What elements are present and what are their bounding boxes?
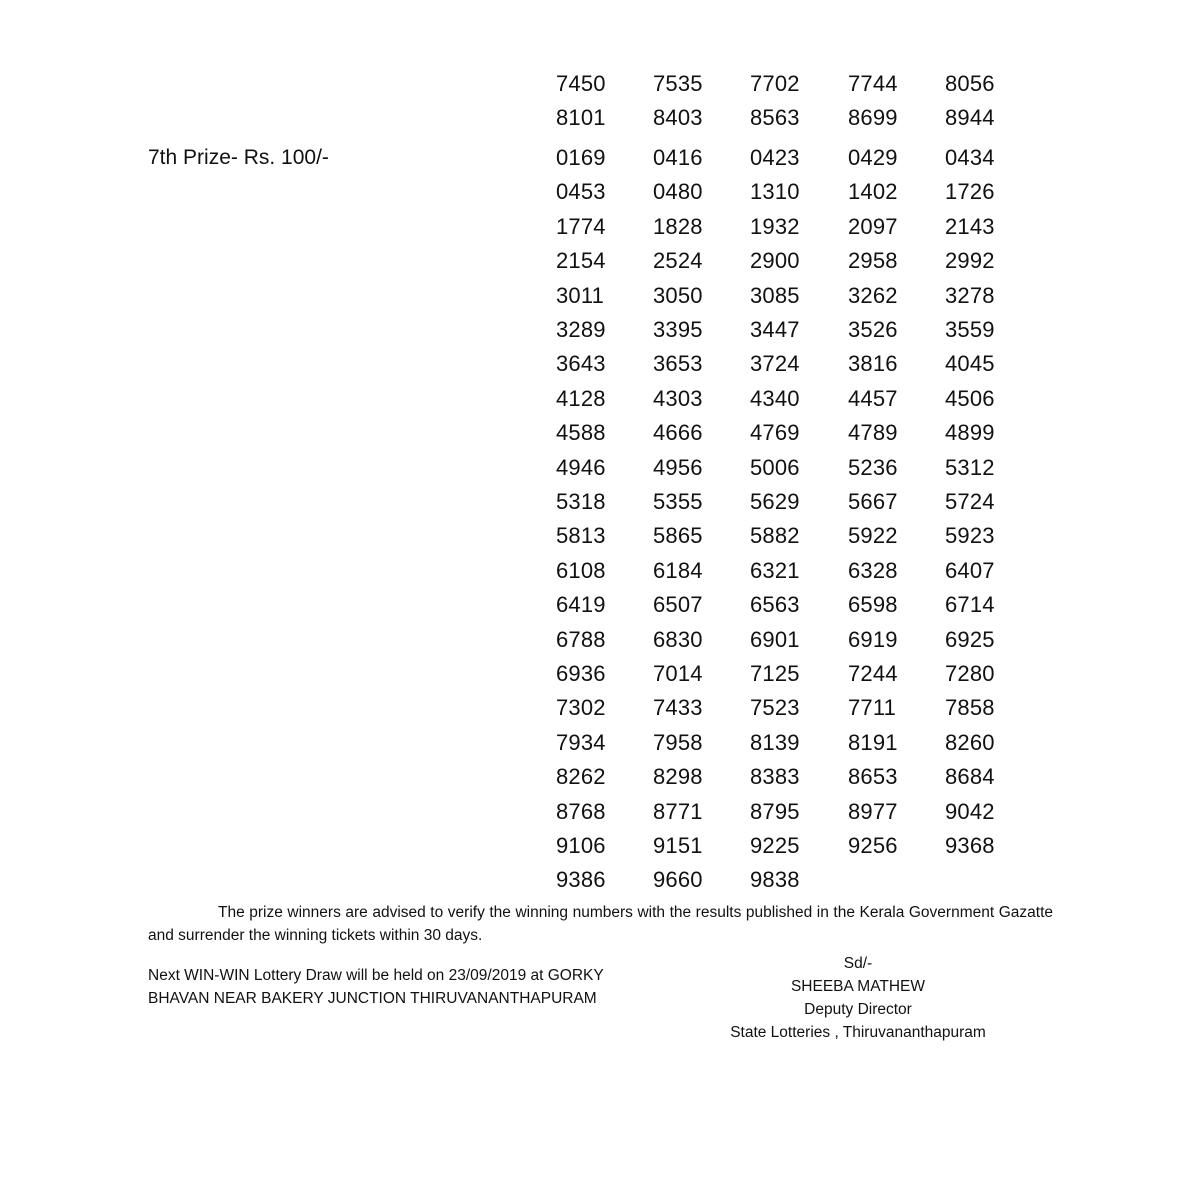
ticket-number: 3050 [653,282,703,308]
ticket-number: 4128 [556,385,606,411]
seventh-prize-number-row [0,521,1200,555]
ticket-number: 0480 [653,179,703,205]
ticket-number: 2143 [945,213,995,239]
signatory-office: State Lotteries , Thiruvananthapuram [730,1024,986,1041]
ticket-number: 8298 [653,764,703,790]
ticket-number: 4045 [945,351,995,377]
ticket-number: 7858 [945,695,995,721]
ticket-number: 6184 [653,557,703,583]
ticket-number: 4899 [945,420,995,446]
seventh-prize-number-row [0,212,1200,246]
ticket-number: 8260 [945,729,995,755]
ticket-number: 3262 [848,282,898,308]
ticket-number: 8191 [848,729,898,755]
ticket-number: 3447 [750,317,800,342]
ticket-number: 4588 [556,420,606,446]
ticket-number: 7744 [848,71,898,96]
ticket-number: 2958 [848,248,898,274]
signatory-designation: Deputy Director [804,1001,912,1018]
ticket-number: 3085 [750,282,800,308]
ticket-number: 7702 [750,71,800,96]
ticket-number: 8795 [750,798,800,824]
seventh-prize-number-row [0,831,1200,865]
ticket-number: 9042 [945,798,995,824]
seventh-prize-number-row [0,487,1200,521]
ticket-number: 3278 [945,282,995,308]
ticket-number: 9368 [945,833,995,858]
ticket-number: 5865 [653,523,703,549]
seventh-prize-number-row [0,590,1200,624]
ticket-number: 7523 [750,695,800,721]
ticket-number: 3011 [556,282,605,308]
ticket-number: 7450 [556,71,606,96]
seventh-prize-number-row [0,625,1200,659]
next-draw-line-1: Next WIN-WIN Lottery Draw will be held on 23/09/2019 at GORKY [148,967,604,984]
seventh-prize-number-row [0,762,1200,796]
ticket-number: 0453 [556,179,606,205]
ticket-number: 3559 [945,317,995,342]
ticket-number: 4457 [848,385,898,411]
ticket-number: 6901 [750,626,800,652]
ticket-number: 1828 [653,213,703,239]
ticket-number: 4506 [945,385,995,411]
ticket-number: 7125 [750,661,800,686]
ticket-number: 3653 [653,351,703,377]
ticket-number: 3289 [556,317,606,342]
ticket-number: 4946 [556,454,606,480]
ticket-number: 7535 [653,71,703,96]
seventh-prize-number-row [0,418,1200,452]
ticket-number: 9106 [556,833,606,858]
ticket-number: 8101 [556,105,606,131]
ticket-number: 9386 [556,867,606,893]
ticket-number: 7934 [556,729,606,755]
ticket-number: 9660 [653,867,703,893]
ticket-number: 7302 [556,695,606,721]
verification-notice [148,901,1053,947]
seventh-prize-number-row [0,281,1200,315]
ticket-number: 7244 [848,661,898,686]
ticket-number: 5236 [848,454,898,480]
ticket-number: 9225 [750,833,800,858]
ticket-number: 9256 [848,833,898,858]
ticket-number: 5922 [848,523,898,549]
seventh-prize-number-row [0,349,1200,383]
ticket-number: 8653 [848,764,898,790]
ticket-number: 6507 [653,592,703,618]
ticket-number: 6788 [556,626,606,652]
ticket-number: 6925 [945,626,995,652]
ticket-number: 5312 [945,454,995,480]
seventh-prize-label: 7th Prize- Rs. 100/- [148,146,329,169]
ticket-number: 8383 [750,764,800,790]
ticket-number: 7280 [945,661,995,686]
seventh-prize-number-row [0,143,1200,177]
ticket-number: 1774 [556,213,606,239]
ticket-number: 0169 [556,145,606,170]
ticket-number: 6328 [848,557,898,583]
seventh-prize-number-row [0,728,1200,762]
ticket-number: 8684 [945,764,995,790]
ticket-number: 8139 [750,729,800,755]
ticket-number: 6830 [653,626,703,652]
ticket-number: 7711 [848,695,897,721]
seventh-prize-number-row [0,453,1200,487]
ticket-number: 0416 [653,145,703,170]
ticket-number: 3816 [848,351,898,377]
ticket-number: 6936 [556,661,606,686]
ticket-number: 4666 [653,420,703,446]
ticket-number: 4956 [653,454,703,480]
ticket-number: 6407 [945,557,995,583]
seventh-prize-number-row [0,177,1200,211]
ticket-number: 8403 [653,105,703,131]
ticket-number: 0423 [750,145,800,170]
ticket-number: 8771 [653,798,703,824]
ticket-number: 3526 [848,317,898,342]
seventh-prize-number-row [0,315,1200,349]
next-draw-line-2: BHAVAN NEAR BAKERY JUNCTION THIRUVANANTHAPURAM [148,990,597,1007]
ticket-number: 6598 [848,592,898,618]
ticket-number: 5667 [848,489,898,514]
ticket-number: 6419 [556,592,606,618]
ticket-number: 2900 [750,248,800,274]
ticket-number: 8977 [848,798,898,824]
ticket-number: 6321 [750,557,800,583]
seventh-prize-number-row [0,865,1200,899]
ticket-number: 7014 [653,661,703,686]
signature-block [700,952,1016,1044]
notice-text: The prize winners are advised to verify the winning numbers with the results published in the Kerala Government Gazatte and surrender the winning tickets within 30 days. [148,904,1053,944]
ticket-number: 6714 [945,592,995,618]
ticket-number: 8262 [556,764,606,790]
ticket-number: 5355 [653,489,703,514]
next-draw-info [148,964,668,1010]
signatory-name: SHEEBA MATHEW [790,978,926,995]
ticket-number: 1726 [945,179,995,205]
ticket-number: 2524 [653,248,703,274]
ticket-number: 8563 [750,105,800,131]
signature-sd: Sd/- [843,955,873,972]
ticket-number: 5923 [945,523,995,549]
ticket-number: 2097 [848,213,898,239]
continued-number-row [0,103,1200,137]
ticket-number: 5318 [556,489,606,514]
ticket-number: 9151 [653,833,703,858]
seventh-prize-number-row [0,797,1200,831]
ticket-number: 4789 [848,420,898,446]
seventh-prize-number-row [0,384,1200,418]
ticket-number: 8056 [945,71,995,96]
ticket-number: 3724 [750,351,800,377]
ticket-number: 1310 [750,179,800,205]
ticket-number: 0434 [945,145,995,170]
ticket-number: 4340 [750,385,800,411]
ticket-number: 8768 [556,798,606,824]
ticket-number: 8944 [945,105,995,131]
seventh-prize-number-row [0,659,1200,693]
ticket-number: 7433 [653,695,703,721]
ticket-number: 5813 [556,523,606,549]
ticket-number: 5724 [945,489,995,514]
ticket-number: 3395 [653,317,703,342]
ticket-number: 4769 [750,420,800,446]
ticket-number: 2992 [945,248,995,274]
seventh-prize-number-row [0,246,1200,280]
ticket-number: 3643 [556,351,606,377]
ticket-number: 2154 [556,248,606,274]
ticket-number: 6108 [556,557,606,583]
ticket-number: 5006 [750,454,800,480]
continued-number-row [0,69,1200,103]
ticket-number: 8699 [848,105,898,131]
ticket-number: 5882 [750,523,800,549]
ticket-number: 6919 [848,626,898,652]
ticket-number: 1932 [750,213,800,239]
ticket-number: 5629 [750,489,800,514]
ticket-number: 7958 [653,729,703,755]
seventh-prize-number-row [0,693,1200,727]
ticket-number: 4303 [653,385,703,411]
ticket-number: 9838 [750,867,800,893]
ticket-number: 1402 [848,179,898,205]
ticket-number: 6563 [750,592,800,618]
seventh-prize-number-row [0,556,1200,590]
ticket-number: 0429 [848,145,898,170]
